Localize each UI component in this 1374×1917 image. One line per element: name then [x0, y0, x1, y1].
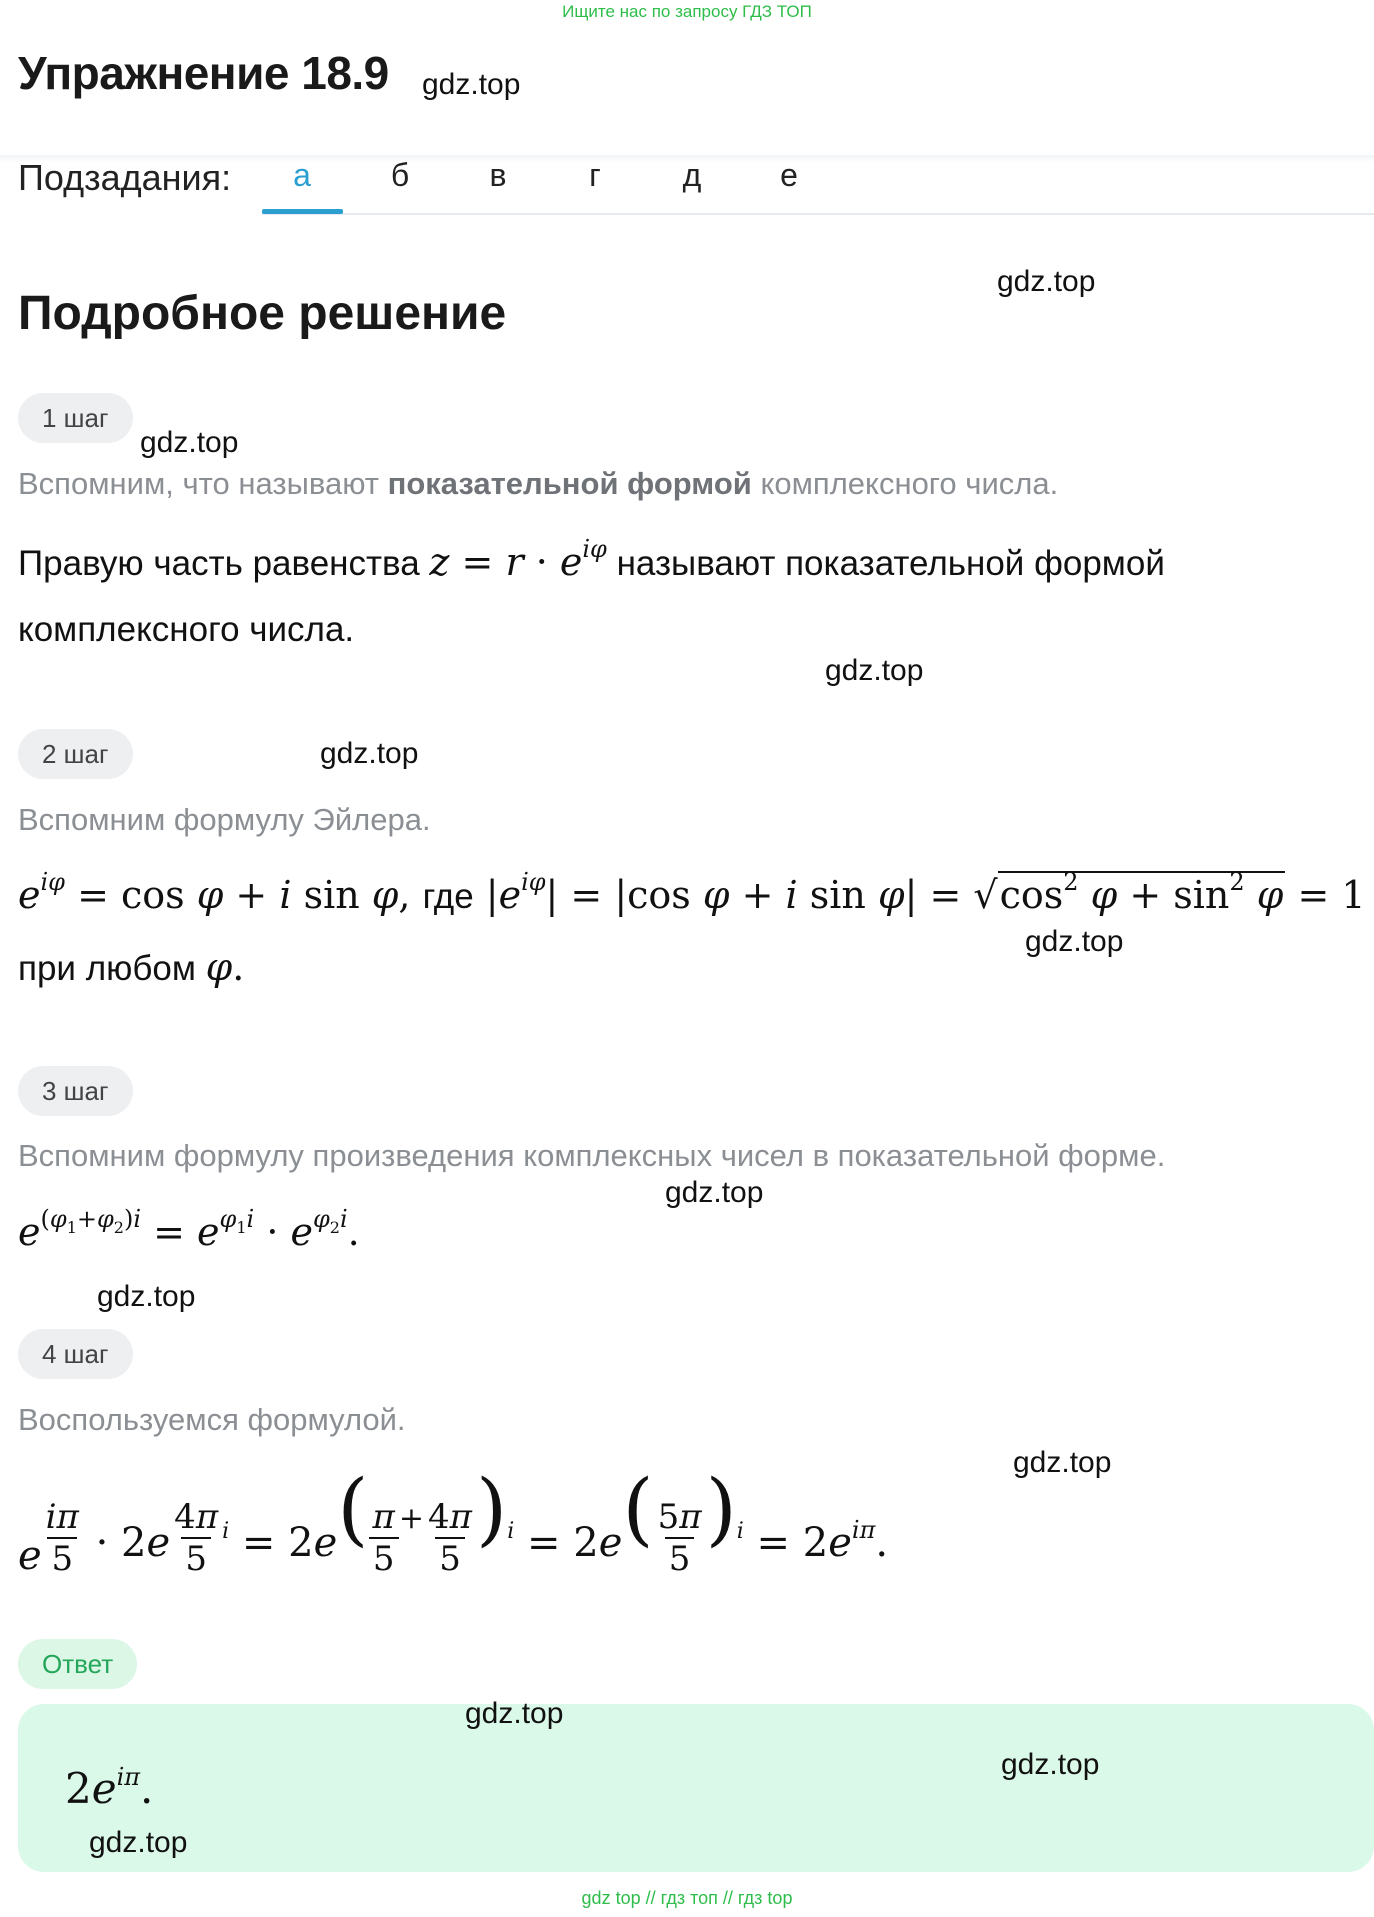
tab-a[interactable]: а — [293, 157, 311, 193]
step-2-text-line2: при любом φ. — [18, 945, 245, 989]
subtasks-label: Подзадания: — [18, 157, 232, 198]
footer-links[interactable]: gdz top // гдз топ // гдз top — [581, 1888, 793, 1908]
formula-exponential-form: $z = r \cdot e^{i\varphi}$ — [429, 535, 607, 584]
section-title: Подробное решение — [18, 287, 507, 340]
step-3-hint: Вспомним формулу произведения комплексных чисел в показательной форме. — [18, 1138, 1166, 1173]
step-1-text-line2: комплексного числа. — [18, 610, 355, 649]
tab-v[interactable]: в — [489, 157, 507, 193]
tab-b[interactable]: б — [390, 157, 410, 193]
step-1-text: Правую часть равенства $z = r \cdot e^{i\varphi}$ называют показательной формой — [18, 535, 1165, 584]
watermark: gdz.top — [1001, 1748, 1100, 1781]
watermark: gdz.top — [997, 265, 1096, 298]
watermark: gdz.top — [89, 1826, 188, 1859]
answer-badge: Ответ — [18, 1639, 137, 1689]
formula-product: $e^{(\varphi_1+\varphi_2)i} = e^{\varphi_1i} \cdot e^{\varphi_2i}$. — [18, 1205, 360, 1254]
watermark: gdz.top — [465, 1697, 564, 1730]
watermark: gdz.top — [1013, 1446, 1112, 1479]
formula-calculation: e $\frac{i\pi}{5}$ · 2e $\frac{4\pi}{5}$ $^i$ = 2e( $\frac{\pi}{5}$ + $\frac{4\pi}{5}$ )$^i$ = 2e( $\frac{5\pi}{5}$ )$^i = 2e^{i\pi}$. — [18, 1462, 889, 1579]
step-3-badge: 3 шаг — [18, 1066, 133, 1116]
active-tab-indicator — [262, 209, 343, 214]
step-4-badge: 4 шаг — [18, 1329, 133, 1379]
answer-value: $2e^{i\pi}$. — [65, 1763, 154, 1813]
step-1-hint: Вспомним, что называют показательной формой комплексного числа. — [18, 466, 1059, 501]
page-title: Упражнение 18.9 — [18, 47, 389, 99]
watermark: gdz.top — [140, 426, 239, 459]
watermark: gdz.top — [97, 1280, 196, 1313]
tab-g[interactable]: г — [589, 157, 601, 193]
step-2-badge: 2 шаг — [18, 729, 133, 779]
tabs-divider — [262, 213, 1374, 215]
watermark: gdz.top — [665, 1176, 764, 1209]
top-banner: Ищите нас по запросу ГДЗ ТОП — [562, 2, 812, 21]
tab-e[interactable]: е — [780, 157, 798, 193]
formula-euler: $e^{i\varphi} = \cos \varphi + i$ sin φ, где $|e^{i\varphi}| = |\cos$ φ + i $\sin \varphi| = √\cos^2$ $\varphi + \sin^2 \varphi = 1$ — [18, 868, 1366, 917]
step-1-badge: 1 шаг — [18, 393, 133, 443]
step-2-hint: Вспомним формулу Эйлера. — [18, 802, 431, 837]
watermark: gdz.top — [1025, 925, 1124, 958]
step-4-hint: Воспользуемся формулой. — [18, 1402, 406, 1437]
answer-box — [18, 1704, 1374, 1872]
watermark: gdz.top — [422, 68, 521, 101]
watermark: gdz.top — [825, 654, 924, 687]
watermark: gdz.top — [320, 737, 419, 770]
tab-d[interactable]: д — [682, 157, 702, 193]
